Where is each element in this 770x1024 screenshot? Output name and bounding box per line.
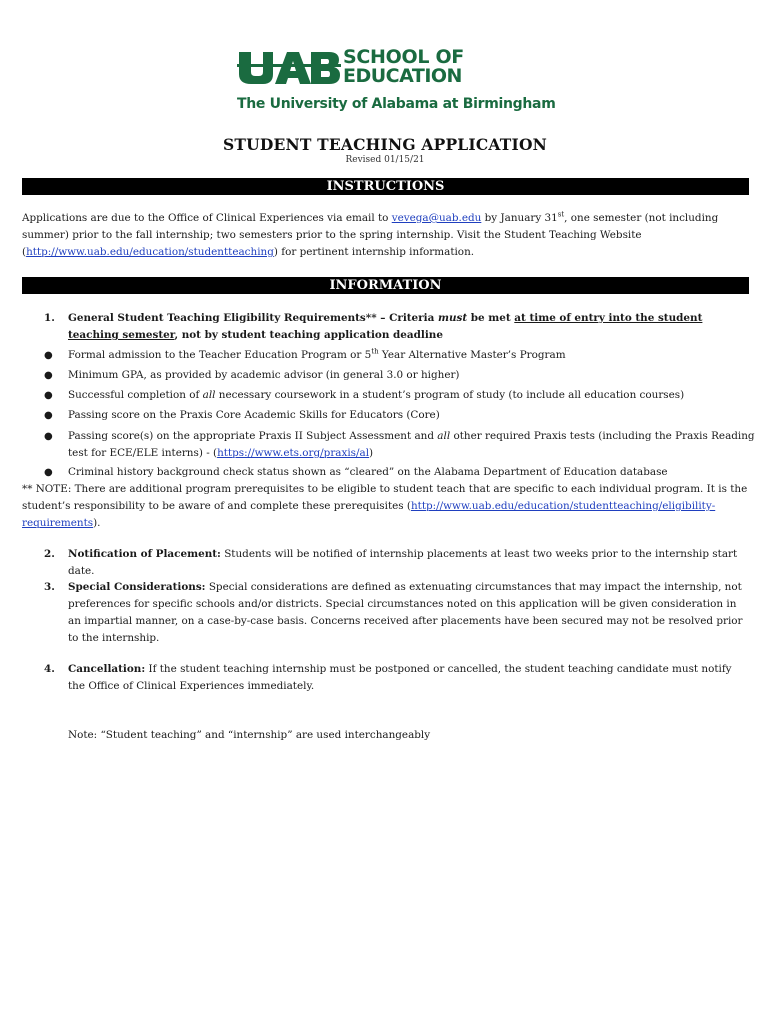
instructions-heading: INSTRUCTIONS	[22, 178, 749, 195]
list-item: Minimum GPA, as provided by academic advisor (in general 3.0 or higher)	[68, 369, 460, 381]
logo-education: EDUCATION	[343, 65, 462, 87]
praxis-link[interactable]: https://www.ets.org/praxis/al	[217, 447, 370, 459]
b1b: Year Alternative Master’s Program	[378, 349, 566, 361]
list-item: Passing score on the Praxis Core Academic Skills for Educators (Core)	[68, 409, 440, 421]
sec1-must: must	[437, 312, 468, 324]
section-1-number: 1.	[44, 312, 55, 324]
instructions-text-b: by January 31	[481, 212, 558, 224]
bullet-icon: ●	[44, 370, 53, 381]
b1a: Formal admission to the Teacher Education Program or 5	[68, 349, 372, 361]
section-3	[68, 579, 748, 647]
logo-school-of: SCHOOL OF	[343, 46, 464, 68]
list-item	[68, 428, 758, 462]
section-1-title	[68, 310, 718, 344]
list-item	[68, 387, 758, 404]
sec1-rest: , not by student teaching application deadline	[174, 329, 443, 341]
sec3-text: Special considerations are defined as extenuating circumstances that may impact the internship, not preferences for specific schools and/or districts. Special circumstances noted on this application will be given consideration in an impartial manner, on a case-by-case basis. Concerns received after placements have been secured may not be resolved prior to the internship.	[68, 581, 743, 644]
section-2-number: 2.	[44, 548, 55, 560]
bullet-icon: ●	[44, 350, 53, 361]
prerequisites-note	[22, 481, 752, 532]
bullet-icon: ●	[44, 467, 53, 478]
final-note: Note: “Student teaching” and “internship” are used interchangeably	[68, 729, 431, 741]
b3b: necessary coursework in a student’s program of study (to include all education courses)	[215, 389, 685, 401]
b5a: Passing score(s) on the appropriate Praxis II Subject Assessment and	[68, 430, 438, 442]
note-a: ** NOTE: There are additional program prerequisites to be eligible to student teach that are specific to each individual program. It is the student’s responsibility to be aware of and complete these prerequisites (	[22, 483, 748, 512]
section-2	[68, 546, 748, 580]
section-4	[68, 661, 748, 695]
eligibility-link[interactable]: http://www.uab.edu/education/studentteaching/eligibility-requirements	[22, 500, 716, 529]
sec4-title: Cancellation:	[68, 663, 146, 675]
b3-all: all	[202, 389, 216, 401]
b3a: Successful completion of	[68, 389, 203, 401]
section-4-number: 4.	[44, 663, 55, 675]
instructions-text-a: Applications are due to the Office of Clinical Experiences via email to	[22, 212, 392, 224]
instructions-paragraph	[22, 210, 752, 261]
sec3-title: Special Considerations:	[68, 581, 206, 593]
sec1-be-met: be met	[467, 312, 515, 324]
information-heading: INFORMATION	[22, 277, 749, 294]
sec2-title: Notification of Placement:	[68, 548, 221, 560]
b5c: )	[369, 447, 374, 459]
section-3-number: 3.	[44, 581, 55, 593]
note-b: ).	[93, 517, 101, 529]
sec1-at-time: at time of entry into the student teaching semester	[68, 312, 703, 341]
b1-sup: th	[371, 347, 379, 356]
b5b: other required Praxis tests (including the Praxis Reading test for ECE/ELE interns) - (	[68, 430, 755, 459]
bullet-icon: ●	[44, 410, 53, 421]
bullet-icon: ●	[44, 390, 53, 401]
email-link[interactable]: vevega@uab.edu	[391, 212, 482, 224]
sec2-text: Students will be notified of internship placements at least two weeks prior to the internship start date.	[68, 548, 738, 577]
list-item	[68, 347, 758, 364]
sup-st: st	[557, 210, 565, 219]
b5-all: all	[437, 430, 451, 442]
uab-logo	[237, 46, 556, 118]
instructions-text-d: ) for pertinent internship information.	[273, 246, 475, 258]
revised-date: Revised 01/15/21	[345, 155, 425, 165]
sec1-title-text: General Student Teaching Eligibility Requirements** – Criteria	[68, 312, 438, 324]
instructions-text-c: , one semester (not including summer) prior to the fall internship; two semesters prior to the spring internship. Visit the Student Teaching Website (	[22, 212, 719, 258]
website-link[interactable]: http://www.uab.edu/education/studentteaching	[26, 246, 274, 258]
page-title: STUDENT TEACHING APPLICATION	[222, 135, 548, 154]
uab-logo-mark-icon	[237, 48, 341, 86]
sec4-text: If the student teaching internship must be postponed or cancelled, the student teaching candidate must notify the Office of Clinical Experiences immediately.	[68, 663, 732, 692]
list-item: Criminal history background check status shown as “cleared” on the Alabama Department of Education database	[68, 466, 668, 478]
logo-university-name: The University of Alabama at Birmingham	[237, 96, 556, 112]
bullet-icon: ●	[44, 431, 53, 442]
